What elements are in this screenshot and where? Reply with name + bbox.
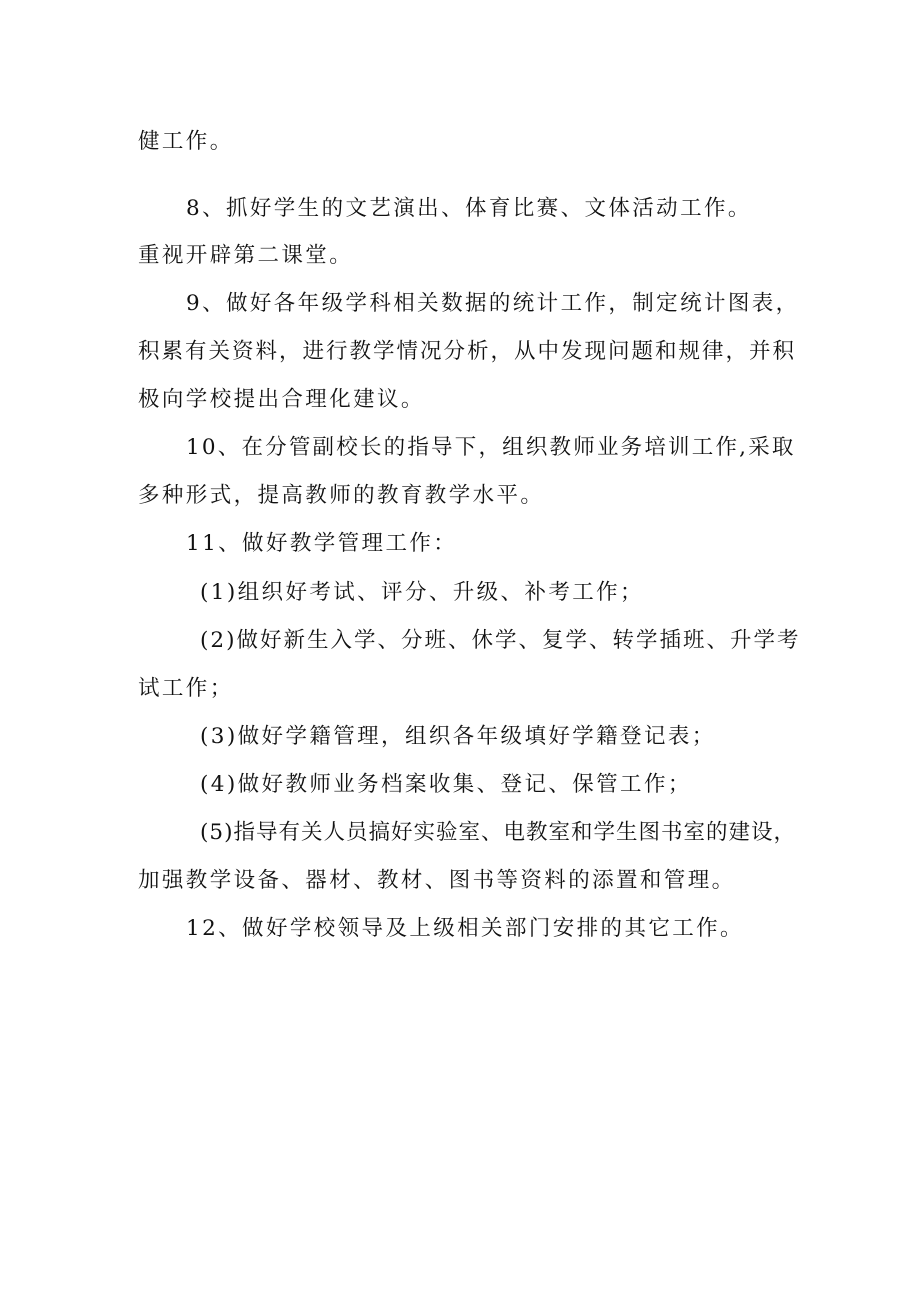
text-line: 10、在分管副校长的指导下，组织教师业务培训工作,采取 bbox=[186, 435, 796, 460]
text-line: (5)指导有关人员搞好实验室、电教室和学生图书室的建设， bbox=[200, 820, 796, 845]
text-line: 极向学校提出合理化建议。 bbox=[138, 387, 425, 412]
text-line: 加强教学设备、器材、教材、图书等资料的添置和管理。 bbox=[138, 868, 736, 893]
text-line: (3)做好学籍管理，组织各年级填好学籍登记表； bbox=[200, 724, 716, 749]
text-line: 9、做好各年级学科相关数据的统计工作，制定统计图表， bbox=[186, 291, 800, 316]
text-line: (2)做好新生入学、分班、休学、复学、转学插班、升学考 bbox=[200, 628, 801, 653]
text-line: (4)做好教师业务档案收集、登记、保管工作； bbox=[200, 772, 692, 797]
text-line: 8、抓好学生的文艺演出、体育比赛、文体活动工作。 bbox=[186, 196, 752, 221]
text-line: 多种形式，提高教师的教育教学水平。 bbox=[138, 483, 545, 508]
text-line: 重视开辟第二课堂。 bbox=[138, 243, 354, 268]
text-line: 11、做好教学管理工作： bbox=[186, 531, 458, 556]
text-line: (1)组织好考试、评分、升级、补考工作； bbox=[200, 580, 644, 605]
text-line: 试工作； bbox=[138, 676, 234, 701]
text-line: 健工作。 bbox=[138, 129, 234, 154]
text-line: 积累有关资料，进行教学情况分析，从中发现问题和规律，并积 bbox=[138, 339, 797, 364]
text-line: 12、做好学校领导及上级相关部门安排的其它工作。 bbox=[186, 916, 744, 941]
